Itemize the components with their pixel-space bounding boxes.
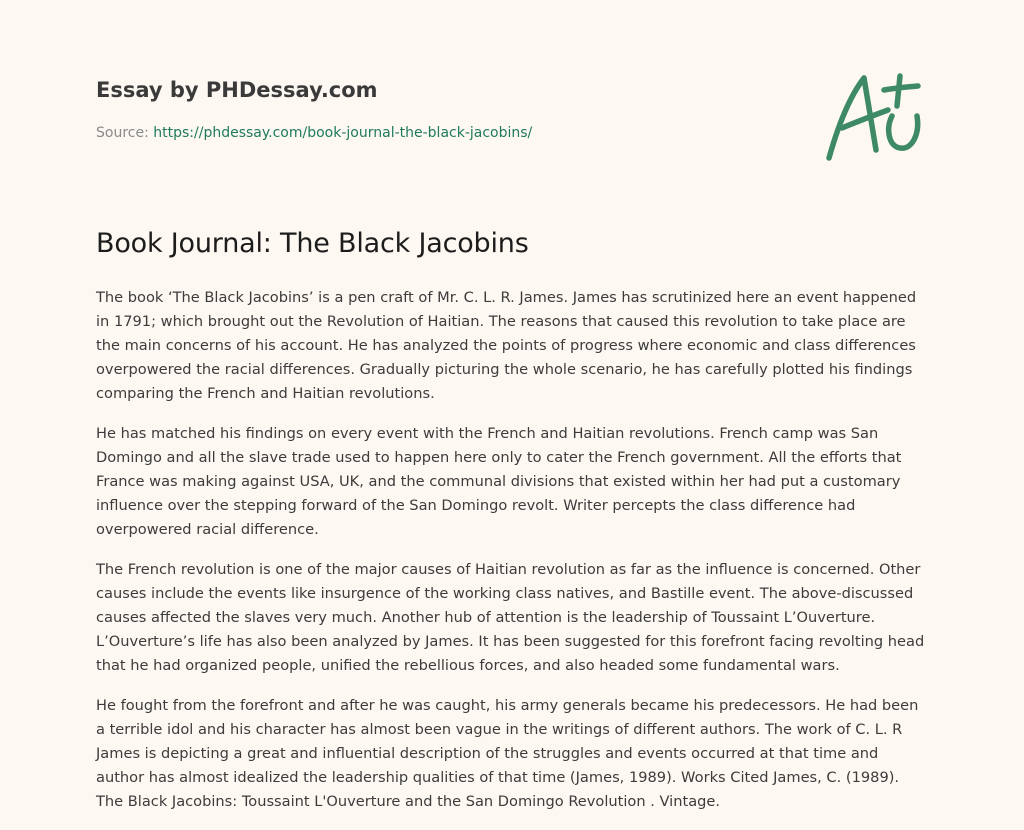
essay-header: [96, 76, 796, 142]
paragraph: He has matched his findings on every event with the French and Haitian revolutions. French camp was San Domingo and all the slave trade used to happen here only to cater the French government. All the efforts that France was making against USA, UK, and the communal divisions that existed within her had put a customary influence over the stepping forward of the San Domingo revolt. Writer percepts the class difference had overpowered racial difference.: [96, 425, 902, 538]
essay-body: [96, 286, 928, 830]
source-label: Source:: [96, 125, 154, 141]
source-line: [96, 124, 796, 142]
paragraph: The book ‘The Black Jacobins’ is a pen craft of Mr. C. L. R. James. James has scrutinized here an event happened in 1791; which brought out the Revolution of Haitian. The reasons that caused this revolution to take place are the main concerns of his account. He has analyzed the points of progress where economic and class differences overpowered the racial differences. Gradually picturing the whole scenario, he has carefully plotted his findings comparing the French and Haitian revolutions.: [96, 289, 917, 402]
paragraph: He fought from the forefront and after he was caught, his army generals became his predecessors. He had been a terrible idol and his character has almost been vague in the writings of different authors. The work of C. L. R James is depicting a great and influential description of the struggles and events occurred at that time and author has almost idealized the leadership qualities of that time (James, 1989). Works Cited James, C. (1989). The Black Jacobins: Toussaint L'Ouverture and the San Domingo Revolution . Vintage.: [96, 697, 919, 810]
essay-title: Book Journal: The Black Jacobins: [96, 228, 529, 259]
source-link[interactable]: https://phdessay.com/book-journal-the-black-jacobins/: [153, 125, 533, 141]
a-plus-icon: [820, 66, 930, 166]
site-brand: Essay by PHDessay.com: [96, 78, 378, 102]
paragraph: The French revolution is one of the major causes of Haitian revolution as far as the influence is concerned. Other causes include the events like insurgence of the working class natives, and Bastille event. The above-discussed causes affected the slaves very much. Another hub of attention is the leadership of Toussaint L’Ouverture. L’Ouverture’s life has also been analyzed by James. It has been suggested for this forefront facing revolting head that he had organized people, unified the rebellious forces, and also headed some fundamental wars.: [96, 561, 925, 674]
